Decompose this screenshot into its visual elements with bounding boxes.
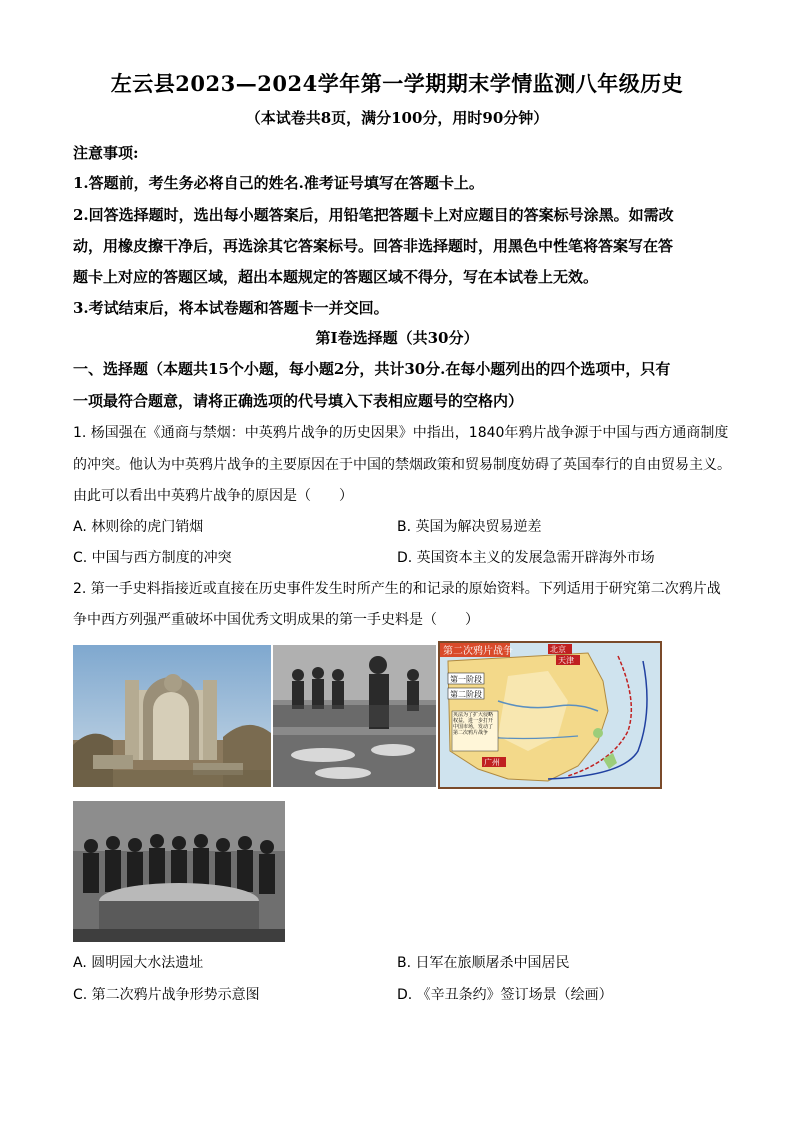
question-1-option-d: D. 英国资本主义的发展急需开辟海外市场 bbox=[397, 550, 655, 566]
second-opium-war-map bbox=[438, 641, 662, 789]
notes-item-2-line-3: 题卡上对应的答题区域，超出本题规定的答题区域不得分，写在本试卷上无效。 bbox=[73, 268, 599, 286]
notes-item-2-line-2: 动，用橡皮擦干净后，再选涂其它答案标号。回答非选择题时，用黑色中性笔将答案写在答 bbox=[73, 237, 674, 255]
question-2-line-1: 2. 第一手史料指接近或直接在历史事件发生时所产生的和记录的原始资料。下列适用于研究第二次鸦片战 bbox=[73, 581, 721, 597]
map-title: 第二次鸦片战争 bbox=[443, 646, 513, 657]
question-2-option-b: B. 日军在旅顺屠杀中国居民 bbox=[397, 955, 570, 971]
lushun-historical-photo bbox=[273, 645, 436, 787]
question-1-line-1: 1. 杨国强在《通商与禁烟：中英鸦片战争的历史因果》中指出，1840年鸦片战争源于中国与西方通商制度 bbox=[73, 425, 729, 441]
map-city-tianjin: 天津 bbox=[558, 656, 574, 665]
question-2-option-d: D. 《辛丑条约》签订场景（绘画） bbox=[397, 987, 613, 1003]
notes-item-1: 1.答题前，考生务必将自己的姓名.准考证号填写在答题卡上。 bbox=[73, 174, 484, 192]
question-1-option-b: B. 英国为解决贸易逆差 bbox=[397, 519, 542, 535]
question-1-option-a: A. 林则徐的虎门销烟 bbox=[73, 519, 204, 535]
exam-title: 左云县2023—2024学年第一学期期末学情监测八年级历史 bbox=[110, 71, 684, 96]
map-legend-phase1: 第一阶段 bbox=[450, 675, 482, 684]
question-1-line-2: 的冲突。他认为中英鸦片战争的主要原因在于中国的禁烟政策和贸易制度妨碍了英国奉行的自由贸易主义。 bbox=[73, 457, 731, 473]
part1-instructions-line-2: 一项最符合题意，请将正确选项的代号填入下表相应题号的空格内） bbox=[73, 392, 524, 410]
section-title: 第Ⅰ卷选择题（共30分） bbox=[315, 329, 479, 347]
map-city-guangzhou: 广州 bbox=[484, 758, 500, 767]
notes-item-2-line-1: 2.回答选择题时，选出每小题答案后，用铅笔把答题卡上对应题目的答案标号涂黑。如需改 bbox=[73, 206, 674, 224]
notes-heading: 注意事项: bbox=[73, 144, 139, 162]
question-2-option-c: C. 第二次鸦片战争形势示意图 bbox=[73, 987, 260, 1003]
question-1-line-3: 由此可以看出中英鸦片战争的原因是（ ） bbox=[73, 488, 353, 504]
part1-instructions-line-1: 一、选择题（本题共15个小题，每小题2分，共计30分.在每小题列出的四个选项中，只有 bbox=[73, 360, 671, 378]
xinchou-treaty-signing-image bbox=[73, 801, 285, 942]
question-2-line-2: 争中西方列强严重破坏中国优秀文明成果的第一手史料是（ ） bbox=[73, 612, 479, 628]
question-1-option-c: C. 中国与西方制度的冲突 bbox=[73, 550, 232, 566]
exam-subtitle: （本试卷共8页，满分100分，用时90分钟） bbox=[245, 109, 549, 127]
map-note: 英法为了扩大侵略权益，进一步打开中国市场，发动了第二次鸦片战争 bbox=[453, 712, 494, 736]
yuanmingyuan-ruins-image bbox=[73, 645, 271, 787]
map-city-beijing: 北京 bbox=[550, 645, 566, 654]
map-legend-phase2: 第二阶段 bbox=[450, 690, 482, 699]
notes-item-3: 3.考试结束后，将本试卷题和答题卡一并交回。 bbox=[73, 299, 389, 317]
question-2-option-a: A. 圆明园大水法遗址 bbox=[73, 955, 204, 971]
